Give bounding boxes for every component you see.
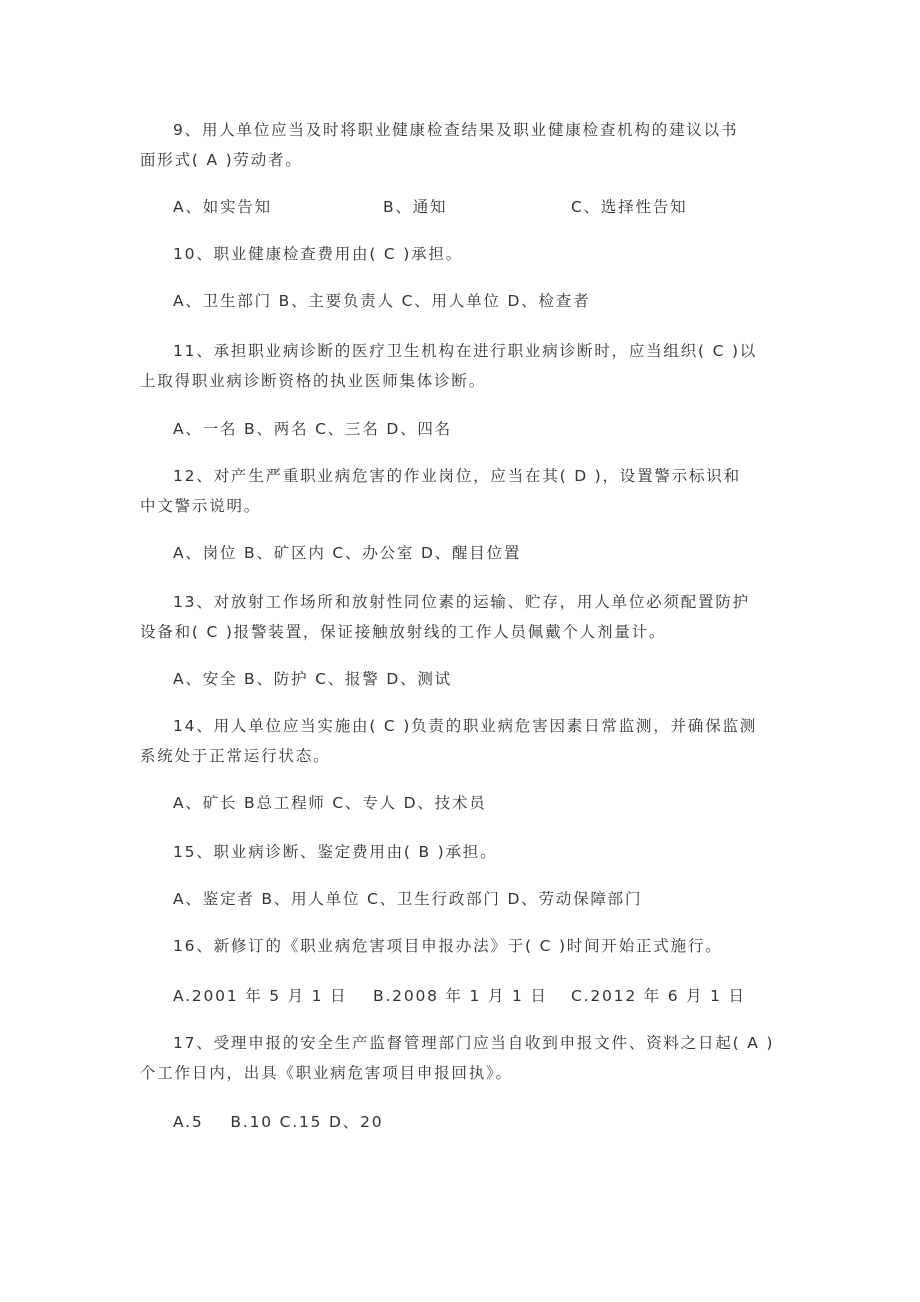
question-17-options: A.5 B.10 C.15 D、20 <box>173 1113 384 1131</box>
question-11-line-2: 上取得职业病诊断资格的执业医师集体诊断。 <box>140 372 487 390</box>
question-16-option-c: C.2012 年 6 月 1 日 <box>571 987 746 1005</box>
question-11-line-1: 11、承担职业病诊断的医疗卫生机构在进行职业病诊断时，应当组织( C )以 <box>173 342 758 360</box>
question-9-option-a: A、如实告知 <box>173 198 272 216</box>
question-17-line-1: 17、受理申报的安全生产监督管理部门应当自收到申报文件、资料之日起( A ) <box>173 1034 775 1052</box>
question-17-line-2: 个工作日内，出具《职业病危害项目申报回执》。 <box>140 1064 513 1082</box>
question-16-line-1: 16、新修订的《职业病危害项目申报办法》于( C )时间开始正式施行。 <box>173 937 723 955</box>
question-14-line-1: 14、用人单位应当实施由( C )负责的职业病危害因素日常监测，并确保监测 <box>173 717 758 735</box>
question-12-line-2: 中文警示说明。 <box>140 497 262 515</box>
question-11-options: A、一名 B、两名 C、三名 D、四名 <box>173 420 452 438</box>
question-16-option-a: A.2001 年 5 月 1 日 <box>173 987 348 1005</box>
question-14-options: A、矿长 B总工程师 C、专人 D、技术员 <box>173 794 487 812</box>
question-9-option-c: C、选择性告知 <box>571 198 688 216</box>
question-10-options: A、卫生部门 B、主要负责人 C、用人单位 D、检查者 <box>173 292 591 310</box>
question-12-line-1: 12、对产生严重职业病危害的作业岗位，应当在其( D )，设置警示标识和 <box>173 467 741 485</box>
question-13-line-1: 13、对放射工作场所和放射性同位素的运输、贮存，用人单位必须配置防护 <box>173 593 750 611</box>
question-9-option-b: B、通知 <box>383 198 448 216</box>
question-12-options: A、岗位 B、矿区内 C、办公室 D、醒目位置 <box>173 544 522 562</box>
question-16-option-b: B.2008 年 1 月 1 日 <box>373 987 548 1005</box>
question-13-options: A、安全 B、防护 C、报警 D、测试 <box>173 670 452 688</box>
question-15-line-1: 15、职业病诊断、鉴定费用由( B )承担。 <box>173 843 498 861</box>
question-13-line-2: 设备和( C )报警装置，保证接触放射线的工作人员佩戴个人剂量计。 <box>140 623 667 641</box>
question-9-line-2: 面形式( A )劳动者。 <box>140 151 303 169</box>
question-9-line-1: 9、用人单位应当及时将职业健康检查结果及职业健康检查机构的建议以书 <box>173 121 739 139</box>
question-15-options: A、鉴定者 B、用人单位 C、卫生行政部门 D、劳动保障部门 <box>173 890 643 908</box>
question-14-line-2: 系统处于正常运行状态。 <box>140 747 331 765</box>
question-10-line-1: 10、职业健康检查费用由( C )承担。 <box>173 245 463 263</box>
